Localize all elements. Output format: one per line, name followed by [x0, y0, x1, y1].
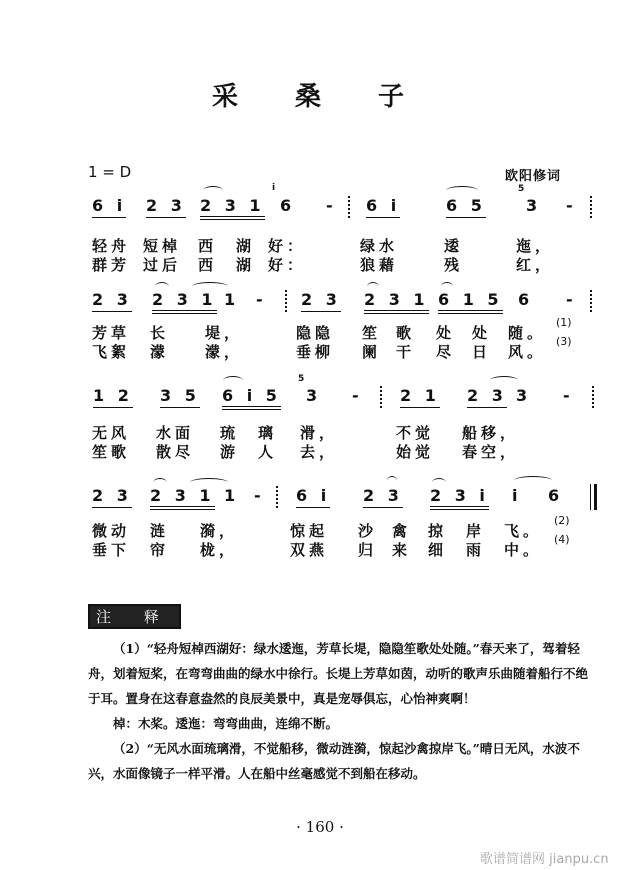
barline [285, 290, 287, 312]
grace-note: 5 [298, 374, 305, 384]
lyric: 好： [268, 256, 307, 274]
slur [490, 376, 518, 385]
note-group: 2 3 [301, 290, 341, 312]
note-group: 1 2 [93, 386, 133, 408]
lyric: 绿水 [360, 237, 399, 255]
lyric: 游 [220, 443, 240, 461]
lyric: 狼藉 [360, 256, 399, 274]
lyric: 微动 [92, 522, 131, 540]
lyric: 垂柳 [296, 343, 335, 361]
lyric: 歌 [396, 324, 416, 342]
note-group: 6 5 [446, 196, 486, 218]
footnote-marker: (1) [556, 316, 572, 329]
lyric: 逶 [444, 237, 464, 255]
lyric: 岸 [466, 522, 486, 540]
barline [590, 290, 592, 312]
lyric: 西 [198, 237, 218, 255]
note-group: 2 3 [92, 486, 132, 508]
lyric: 风。 [508, 343, 547, 361]
slur [223, 376, 243, 385]
barline [590, 196, 592, 218]
note-group: 3 5 [160, 386, 200, 408]
lyric: 阑 [362, 343, 382, 361]
dash: - [563, 386, 574, 405]
lyric: 中。 [504, 541, 543, 559]
lyric: 垂下 [92, 541, 131, 559]
lyric: 堤， [205, 324, 244, 342]
grace-note: 5 [518, 184, 525, 194]
note: i [512, 486, 522, 505]
lyric: 掠 [428, 522, 448, 540]
lyric: 双燕 [290, 541, 329, 559]
note-group: 2 1 [400, 386, 440, 408]
dash: - [566, 196, 577, 215]
note-group: 2 3 1 [150, 486, 215, 510]
lyric: 归 [358, 541, 378, 559]
lyric: 人 [258, 443, 278, 461]
lyric: 春空， [462, 443, 520, 461]
lyric: 隐隐 [296, 324, 335, 342]
grace-note: i [272, 183, 276, 193]
lyric: 干 [396, 343, 416, 361]
note: 3 [526, 196, 542, 215]
barline [348, 196, 350, 218]
lyric: 日 [472, 343, 492, 361]
lyric: 处 [472, 324, 492, 342]
lyric: 飞絮 [92, 343, 131, 361]
note-group: 2 3 i [430, 486, 489, 510]
slur [203, 186, 223, 195]
dash: - [254, 486, 265, 505]
final-barline-thin [590, 484, 591, 510]
lyric: 漪， [200, 522, 239, 540]
lyric: 惊起 [290, 522, 329, 540]
lyric: 帘 [150, 541, 170, 559]
lyric: 轻舟 [92, 237, 131, 255]
note-group: 6 i 5 [222, 386, 281, 410]
lyric: 飞。 [504, 522, 543, 540]
lyric: 细 [428, 541, 448, 559]
annotation-paragraph: （2）“无风水面琉璃滑，不觉船移，微动涟漪，惊起沙禽掠岸飞。”晴日无风，水波不兴，水面像镜子一样平滑。人在船中丝毫感觉不到船在移动。 [88, 741, 580, 781]
note-group: 2 3 [467, 386, 507, 408]
annotations-body [88, 636, 598, 786]
footnote-marker: (4) [554, 533, 570, 546]
note: 1 [224, 290, 240, 309]
lyric: 芳草 [92, 324, 131, 342]
note: 1 [224, 486, 240, 505]
lyric: 无风 [92, 424, 131, 442]
lyric: 濛 [150, 343, 170, 361]
note-group: 2 3 [92, 290, 132, 312]
lyric: 雨 [466, 541, 486, 559]
note: 6 [518, 290, 534, 309]
lyric: 禽 [392, 522, 412, 540]
watermark: 歌谱简谱网 jianpu.cn [480, 852, 609, 867]
lyric: 笙 [362, 324, 382, 342]
lyric: 璃 [258, 424, 278, 442]
lyric: 残 [444, 256, 464, 274]
lyric: 处 [436, 324, 456, 342]
note-group: 2 3 1 [152, 290, 217, 314]
note-group: 2 3 1 [364, 290, 429, 314]
lyric: 栊， [200, 541, 239, 559]
lyric: 濛， [205, 343, 244, 361]
slur [514, 476, 552, 485]
lyric: 笙歌 [92, 443, 131, 461]
lyric: 来 [392, 541, 412, 559]
lyric: 过后 [143, 256, 182, 274]
lyric: 散尽 [156, 443, 195, 461]
annotations-heading: 注 释 [88, 604, 181, 629]
lyric: 好： [268, 237, 307, 255]
lyric: 湖 [236, 256, 256, 274]
dash: - [256, 290, 267, 309]
lyric: 尽 [436, 343, 456, 361]
dash: - [352, 386, 363, 405]
key-signature: 1 = D [88, 163, 132, 181]
page-number: · 160 · [296, 818, 344, 836]
dash: - [326, 196, 337, 215]
barline [592, 386, 594, 408]
fermata [387, 476, 397, 485]
lyric: 去， [300, 443, 339, 461]
dash: - [566, 290, 577, 309]
footnote-marker: (2) [554, 514, 570, 527]
barline [380, 386, 382, 408]
lyric: 短棹 [143, 237, 182, 255]
note-group: 6 1 5 [438, 290, 503, 314]
note-group: 6 i [296, 486, 330, 508]
lyric: 涟 [150, 522, 170, 540]
annotation-paragraph: 棹：木桨。逶迤：弯弯曲曲，连绵不断。 [113, 716, 339, 731]
lyric: 红， [516, 256, 555, 274]
final-barline-thick [594, 484, 597, 510]
lyricist-credit: 欧阳修词 [505, 169, 562, 184]
note-group: 6 i [366, 196, 400, 218]
slur [446, 186, 478, 195]
note: 6 [280, 196, 296, 215]
lyric: 迤， [516, 237, 555, 255]
annotation-paragraph: （1）“轻舟短棹西湖好：绿水逶迤，芳草长堤，隐隐笙歌处处随。”春天来了，驾着轻舟，划着短桨，在弯弯曲曲的绿水中徐行。长堤上芳草如茵，动听的歌声乐曲随着船行不绝于耳。置身在这春意盎然的良辰美景中，真是宠辱俱忘，心怡神爽啊！ [88, 641, 589, 706]
lyric: 湖 [236, 237, 256, 255]
note-group: 2 3 [146, 196, 186, 218]
lyric: 始觉 [396, 443, 435, 461]
lyric: 琉 [220, 424, 240, 442]
note-group: 2 3 [363, 486, 403, 508]
footnote-marker: (3) [556, 335, 572, 348]
note-group: 2 3 1 [200, 196, 265, 220]
song-title: 采 桑 子 [211, 82, 429, 112]
lyric: 群芳 [92, 256, 131, 274]
barline [276, 486, 278, 508]
lyric: 船移， [462, 424, 520, 442]
note: 3 [516, 386, 532, 405]
lyric: 水面 [156, 424, 195, 442]
note: 3 [306, 386, 322, 405]
lyric: 随。 [508, 324, 547, 342]
lyric: 不觉 [396, 424, 435, 442]
lyric: 滑， [300, 424, 339, 442]
lyric: 沙 [358, 522, 378, 540]
lyric: 长 [150, 324, 170, 342]
lyric: 西 [198, 256, 218, 274]
note-group: 6 i [92, 196, 126, 218]
note: 6 [548, 486, 564, 505]
